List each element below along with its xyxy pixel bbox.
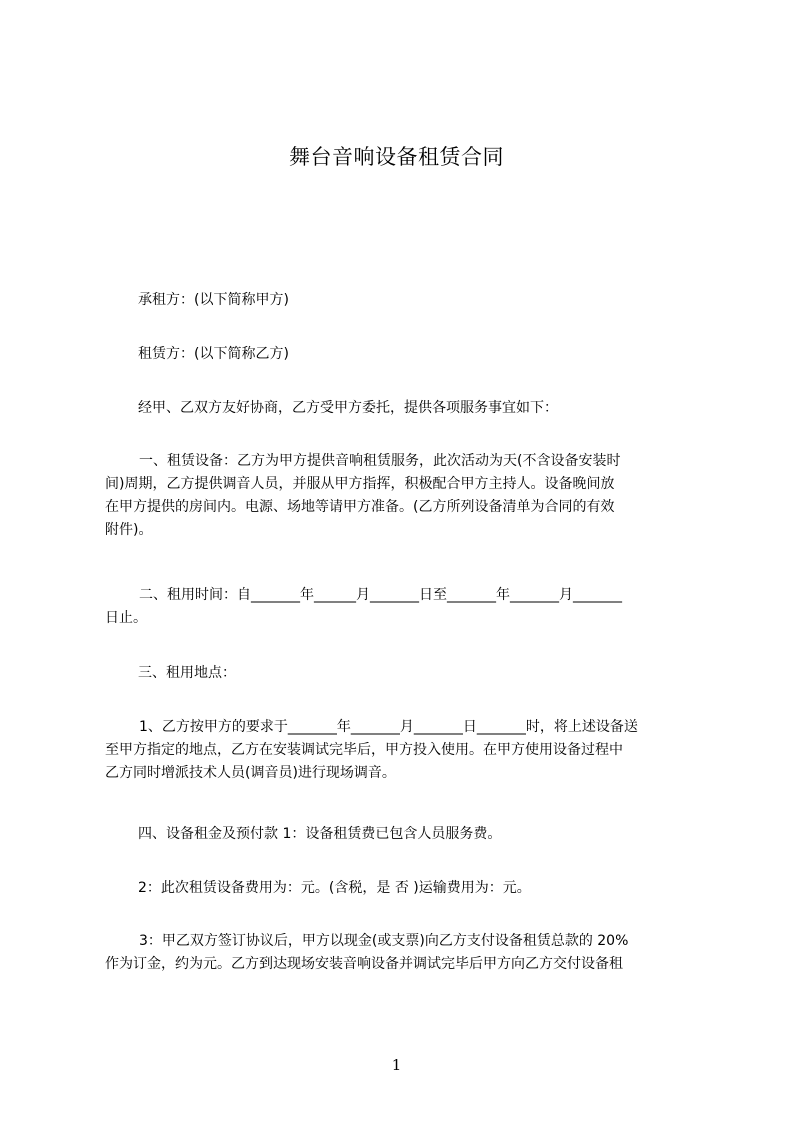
section-1-line-3: 在甲方提供的房间内。电源、场地等请甲方准备。(乙方所列设备清单为合同的有效 — [105, 499, 615, 515]
section-4-item-3 — [105, 930, 705, 976]
preamble-paragraph: 经甲、乙双方友好协商，乙方受甲方委托，提供各项服务事宜如下： — [138, 400, 558, 416]
section-4-item-3-line-2: 作为订金，约为元。乙方到达现场安装音响设备并调试完毕后甲方向乙方交付设备租 — [105, 956, 623, 972]
section-4-item-3-line-1: 3：甲乙双方签订协议后，甲方以现金(或支票)向乙方支付设备租赁总款的 20% — [139, 933, 629, 949]
section-2-rental-period — [105, 584, 705, 630]
lessor-line: 租赁方：(以下简称乙方) — [138, 346, 289, 362]
section-1-line-1: 一、租赁设备：乙方为甲方提供音响租赁服务，此次活动为天(不含设备安装时 — [139, 453, 621, 469]
section-1-line-2: 间)周期，乙方提供调音人员，并服从甲方指挥，积极配合甲方主持人。设备晚间放 — [105, 476, 615, 492]
section-1-line-4: 附件)。 — [105, 522, 153, 538]
lessee-line: 承租方：(以下简称甲方) — [138, 292, 289, 308]
section-3-item-1 — [105, 716, 705, 785]
section-3-item-1-line-2: 至甲方指定的地点，乙方在安装调试完毕后，甲方投入使用。在甲方使用设备过程中 — [105, 742, 623, 758]
section-2-line-1: 二、租用时间：自_______年______月_______日至_______年_______月_______ — [139, 587, 622, 603]
section-4-item-2: 2：此次租赁设备费用为：元。(含税，是 否 )运输费用为：元。 — [138, 880, 531, 896]
section-2-line-2: 日止。 — [105, 610, 147, 626]
document-title: 舞台音响设备租赁合同 — [289, 145, 504, 169]
page-number: 1 — [391, 1056, 402, 1074]
section-3-item-1-line-3: 乙方同时增派技术人员(调音员)进行现场调音。 — [105, 765, 396, 781]
section-3-location-heading: 三、租用地点： — [138, 665, 236, 681]
section-3-item-1-line-1: 1、乙方按甲方的要求于_______年_______月_______日_______时，将上述设备送 — [139, 719, 638, 735]
section-1-equipment — [105, 450, 705, 542]
section-4-fees: 四、设备租金及预付款 1：设备租赁费已包含人员服务费。 — [138, 826, 502, 842]
